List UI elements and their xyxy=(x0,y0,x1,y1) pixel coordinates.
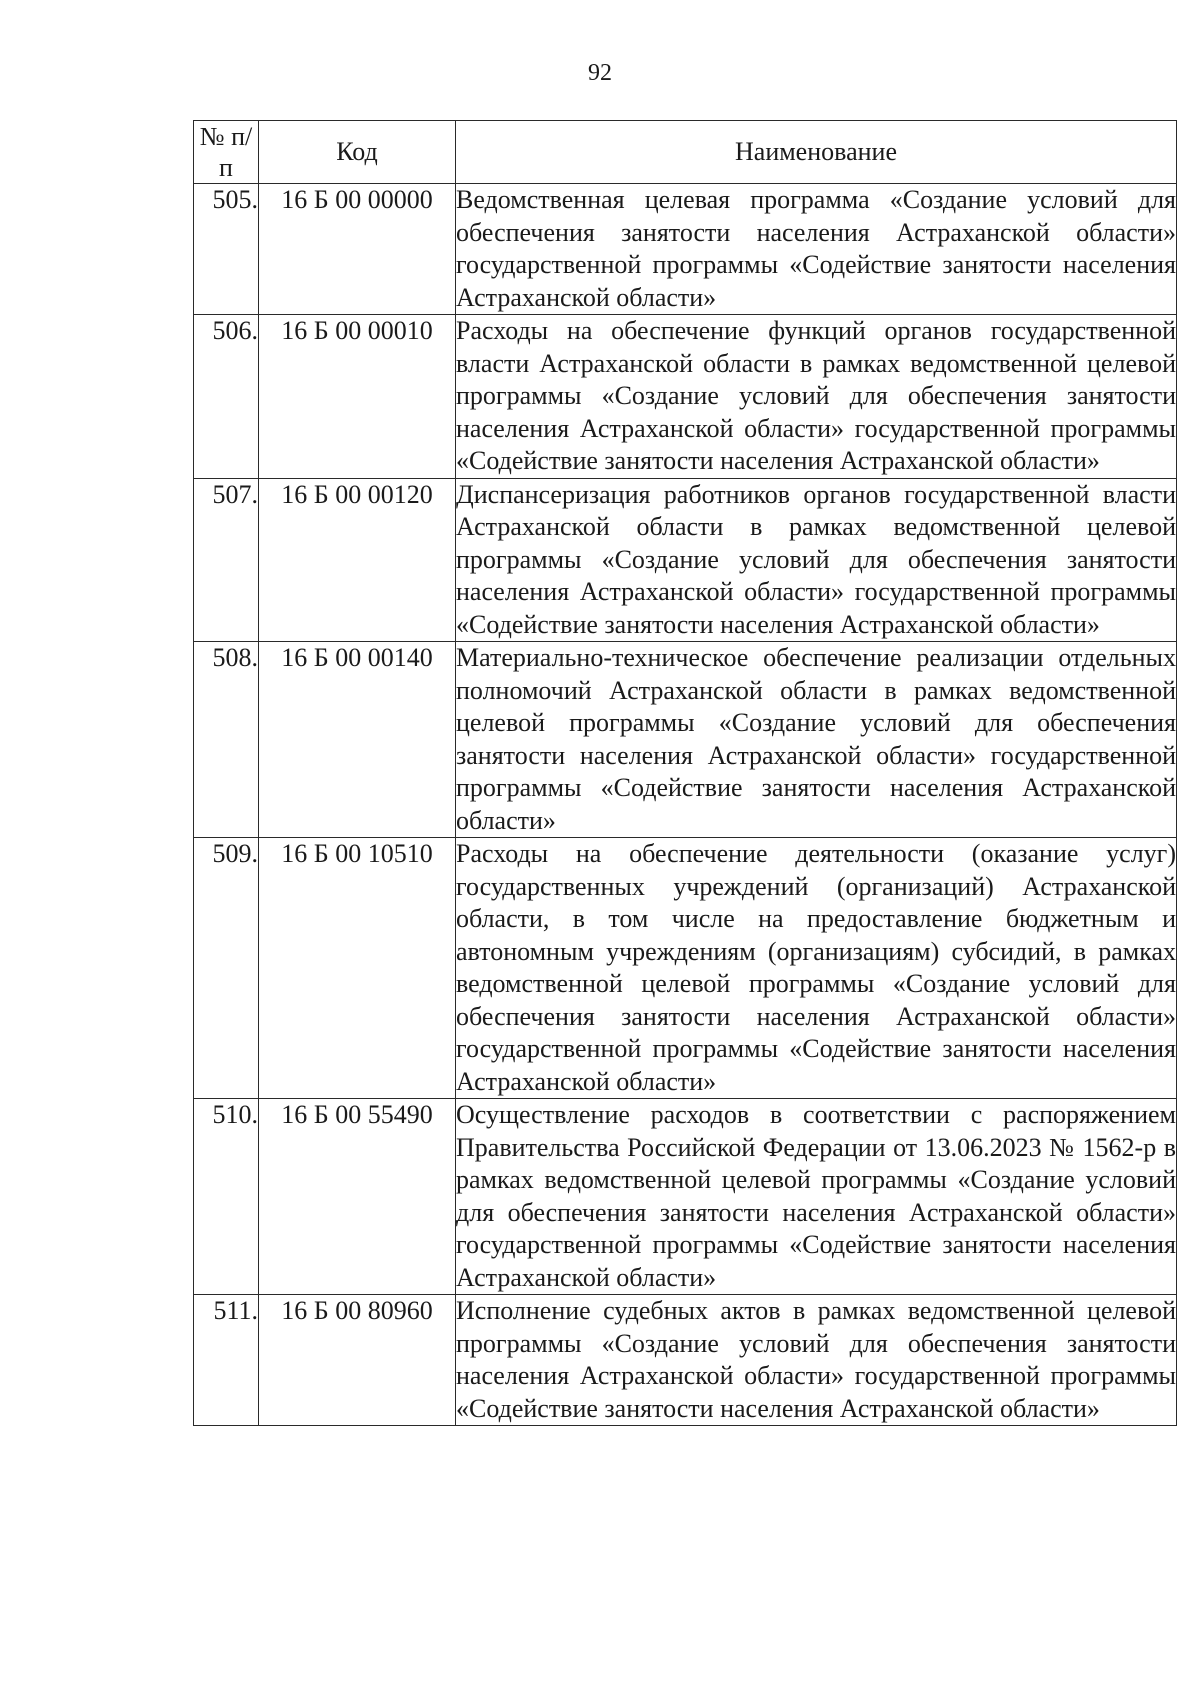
row-code: 16 Б 00 00120 xyxy=(259,478,456,642)
table-row xyxy=(194,1099,1177,1295)
row-name: Ведомственная целевая программа «Создание условий для обеспечения занятости населения Астраханской области» государственной программы «Содействие занятости населения Астраханской области» xyxy=(456,184,1177,315)
table-row xyxy=(194,184,1177,315)
row-code: 16 Б 00 00010 xyxy=(259,315,456,479)
table-row xyxy=(194,1295,1177,1426)
budget-codes-table xyxy=(193,120,1177,1426)
row-name: Материально-техническое обеспечение реализации отдельных полномочий Астраханской области в рамках ведомственной целевой программы «Создание условий для обеспечения занятости населения Астраханской области» государственной программы «Содействие занятости населения Астраханской области» xyxy=(456,642,1177,838)
page-number: 92 xyxy=(588,60,612,86)
table-header-row xyxy=(194,121,1177,184)
header-code: Код xyxy=(259,121,456,184)
row-code: 16 Б 00 55490 xyxy=(259,1099,456,1295)
row-number: 506. xyxy=(194,315,259,479)
row-code: 16 Б 00 80960 xyxy=(259,1295,456,1426)
table-row xyxy=(194,315,1177,479)
row-number: 507. xyxy=(194,478,259,642)
row-number: 509. xyxy=(194,838,259,1099)
row-name: Осуществление расходов в соответствии с распоряжением Правительства Российской Федерации от 13.06.2023 № 1562-р в рамках ведомственной целевой программы «Создание условий для обеспечения занятости населения Астраханской области» государственной программы «Содействие занятости населения Астраханской области» xyxy=(456,1099,1177,1295)
row-code: 16 Б 00 00000 xyxy=(259,184,456,315)
row-name: Исполнение судебных актов в рамках ведомственной целевой программы «Создание условий для обеспечения занятости населения Астраханской области» государственной программы «Содействие занятости населения Астраханской области» xyxy=(456,1295,1177,1426)
row-name: Диспансеризация работников органов государственной власти Астраханской области в рамках ведомственной целевой программы «Создание условий для обеспечения занятости населения Астраханской области» государственной программы «Содействие занятости населения Астраханской области» xyxy=(456,478,1177,642)
row-number: 510. xyxy=(194,1099,259,1295)
header-name: Наименование xyxy=(456,121,1177,184)
row-code: 16 Б 00 00140 xyxy=(259,642,456,838)
header-number: № п/п xyxy=(194,121,259,184)
row-name: Расходы на обеспечение деятельности (оказание услуг) государственных учреждений (организаций) Астраханской области, в том числе на предоставление бюджетным и автономным учреждениям (организациям) субсидий, в рамках ведомственной целевой программы «Создание условий для обеспечения занятости населения Астраханской области» государственной программы «Содействие занятости населения Астраханской области» xyxy=(456,838,1177,1099)
row-number: 505. xyxy=(194,184,259,315)
table-row xyxy=(194,838,1177,1099)
row-code: 16 Б 00 10510 xyxy=(259,838,456,1099)
table-row xyxy=(194,642,1177,838)
row-name: Расходы на обеспечение функций органов государственной власти Астраханской области в рамках ведомственной целевой программы «Создание условий для обеспечения занятости населения Астраханской области» государственной программы «Содействие занятости населения Астраханской области» xyxy=(456,315,1177,479)
table-row xyxy=(194,478,1177,642)
row-number: 508. xyxy=(194,642,259,838)
row-number: 511. xyxy=(194,1295,259,1426)
